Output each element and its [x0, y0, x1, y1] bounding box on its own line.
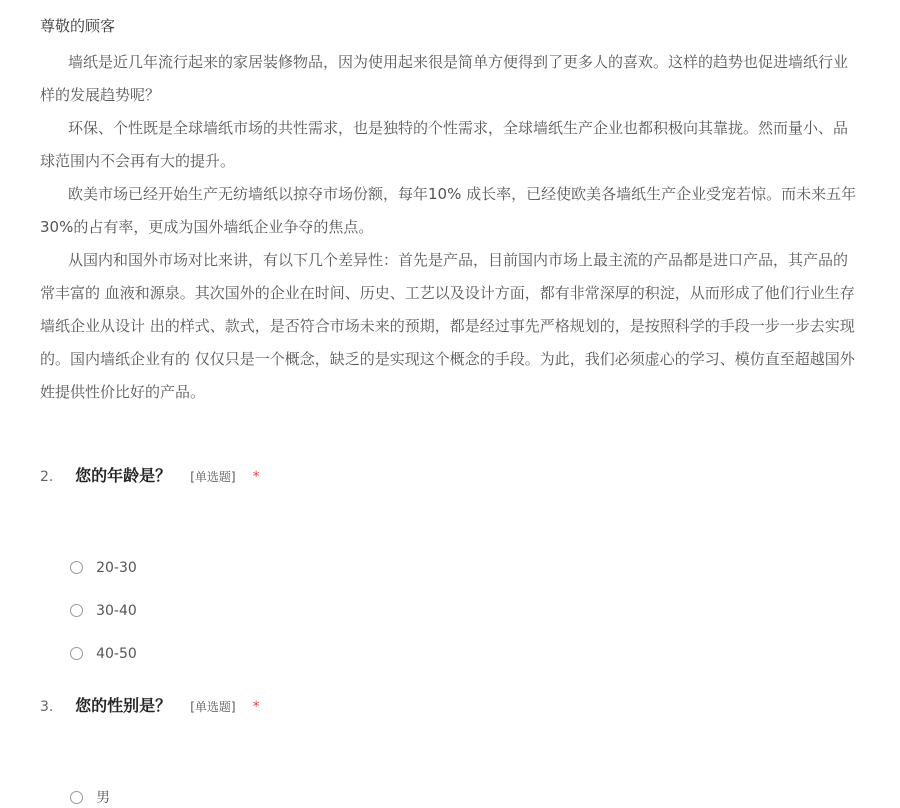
radio-button[interactable]: [70, 604, 83, 617]
option-age-20-30[interactable]: [70, 557, 137, 577]
intro-line: 姓提供性价比好的产品。: [40, 383, 206, 401]
option-label: 40-50: [96, 645, 137, 662]
option-age-30-40[interactable]: [70, 600, 137, 620]
intro-line: 球范围内不会再有大的提升。: [40, 152, 236, 170]
option-label: 男: [96, 789, 111, 806]
intro-line: 墙纸是近几年流行起来的家居装修物品，因为使用起来很是简单方便得到了更多人的喜欢。这样的趋势也促进墙纸行业: [68, 53, 849, 71]
option-age-40-50[interactable]: [70, 643, 137, 663]
intro-line: 欧美市场已经开始生产无纺墙纸以掠夺市场份额，每年10% 成长率，已经使欧美各墙纸生产企业受宠若惊。而未来五年: [68, 185, 857, 203]
required-mark: *: [252, 469, 260, 485]
intro-line: 从国内和国外市场对比来讲，有以下几个差异性：首先是产品，目前国内市场上最主流的产品都是进口产品，其产品的: [68, 251, 849, 269]
greeting-text: 尊敬的顾客: [40, 17, 116, 35]
question-number: 2.: [40, 469, 54, 485]
radio-button[interactable]: [70, 791, 83, 804]
option-label: 30-40: [96, 602, 137, 619]
question-gender: [40, 695, 880, 806]
radio-button[interactable]: [70, 561, 83, 574]
question-title: 您的性别是？: [75, 696, 172, 715]
option-label: 20-30: [96, 559, 137, 576]
survey-intro: [40, 14, 900, 409]
question-type-label: [单选题]: [190, 470, 236, 484]
intro-line: 30%的占有率，更成为国外墙纸企业争夺的焦点。: [40, 218, 374, 236]
question-type-label: [单选题]: [190, 700, 236, 714]
radio-button[interactable]: [70, 647, 83, 660]
question-number: 3.: [40, 699, 54, 715]
question-header: [40, 695, 880, 717]
intro-line: 环保、个性既是全球墙纸市场的共性需求，也是独特的个性需求，全球墙纸生产企业也都积极向其靠拢。然而量小、品: [68, 119, 849, 137]
question-age: [40, 465, 880, 662]
question-title: 您的年龄是？: [75, 466, 172, 485]
intro-line: 墙纸企业从设计 出的样式、款式，是否符合市场未来的预期，都是经过事先严格规划的，是按照科学的手段一步一步去实现: [40, 317, 855, 335]
option-gender-male[interactable]: [70, 787, 110, 807]
intro-line: 样的发展趋势呢？: [40, 86, 161, 104]
intro-line: 常丰富的 血液和源泉。其次国外的企业在时间、历史、工艺以及设计方面，都有非常深厚的积淀，从而形成了他们行业生存: [40, 284, 855, 302]
required-mark: *: [252, 699, 260, 715]
question-header: [40, 465, 880, 487]
intro-line: 的。国内墙纸企业有的 仅仅只是一个概念，缺乏的是实现这个概念的手段。为此，我们必须虚心的学习、模仿直至超越国外: [40, 350, 855, 368]
